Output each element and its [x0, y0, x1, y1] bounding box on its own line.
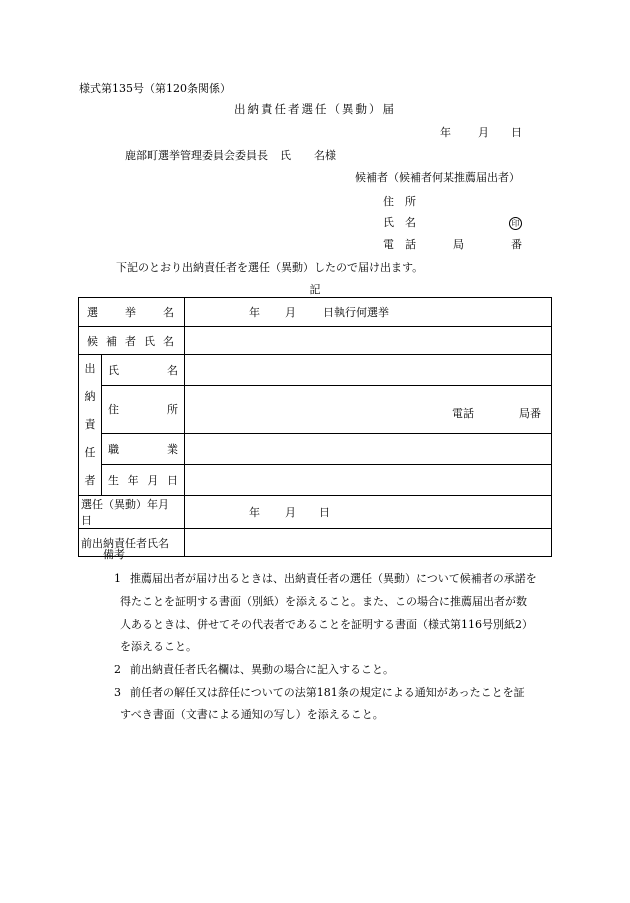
note-3-line-1: [114, 684, 525, 700]
t-birth-2: 年: [127, 473, 139, 487]
note-1-line-4: を添えること。: [120, 640, 197, 653]
cand-label-4: 氏: [144, 334, 155, 348]
notes-label: 備考: [103, 548, 125, 561]
prev-value-cell[interactable]: [185, 529, 552, 557]
address-label-2: 所: [405, 195, 416, 208]
t-name-1: 氏: [108, 364, 119, 378]
appoint-year: 年: [249, 506, 260, 519]
note-1-num: 1: [114, 572, 121, 585]
treasurer-vertical-label: [79, 355, 102, 496]
treasurer-birth-value-cell[interactable]: [185, 464, 552, 495]
name-label-1: 氏: [383, 216, 394, 229]
treasurer-job-value-cell[interactable]: [185, 433, 552, 464]
address-label-1: 住: [383, 195, 394, 208]
cand-label-3: 者: [125, 334, 136, 348]
treasurer-address-label-cell: [102, 386, 185, 433]
election-label-3: 名: [163, 306, 174, 319]
treasurer-name-label-cell: [102, 355, 185, 386]
note-3-line-2: すべき書面（文書による通知の写し）を添えること。: [120, 708, 384, 721]
prev-label-cell: [79, 529, 185, 557]
addr-ban: 番: [530, 407, 541, 421]
election-value-cell[interactable]: [185, 298, 552, 327]
form-number: 様式第135号（第120条関係）: [79, 82, 231, 95]
election-month: 月: [285, 306, 296, 319]
candidate-name-value-cell[interactable]: [185, 327, 552, 355]
addr-kyoku: 局: [519, 407, 530, 421]
t-addr-2: 所: [167, 403, 178, 417]
t-name-2: 名: [167, 364, 178, 378]
addressee-shi: 氏: [280, 149, 291, 162]
ki-heading: 記: [309, 283, 321, 296]
note-3-num: 3: [114, 686, 121, 699]
treasurer-job-label-cell: [102, 433, 185, 464]
tel-label-2: 話: [405, 238, 416, 251]
note-1-line-1: [114, 570, 537, 586]
treasurer-char-3: 責: [84, 418, 96, 431]
tel-kyoku: 局: [453, 238, 464, 251]
treasurer-address-value-cell[interactable]: [185, 386, 552, 433]
election-rest: 日執行何選挙: [323, 306, 389, 319]
appoint-day: 日: [319, 506, 330, 519]
treasurer-char-5: 者: [84, 474, 96, 487]
date-line: [440, 124, 522, 140]
cand-label-2: 補: [106, 334, 117, 348]
t-birth-4: 日: [166, 473, 178, 487]
treasurer-char-2: 納: [84, 390, 96, 403]
election-label-1: 選: [87, 306, 98, 319]
tel-ban: 番: [511, 238, 522, 251]
t-birth-3: 月: [147, 473, 159, 487]
t-job-1: 職: [108, 442, 119, 456]
applicant-address: [383, 193, 416, 209]
candidate-label: 候補者（候補者何某推薦届出者）: [355, 171, 520, 184]
cand-label-1: 候: [87, 334, 98, 348]
treasurer-char-1: 出: [84, 362, 96, 375]
addr-tel: 電話: [452, 407, 474, 421]
applicant-name: [383, 214, 522, 230]
appoint-value-cell[interactable]: [185, 496, 552, 529]
note-1-line-3: 人あるときは、併せてその代表者であることを証明する書面（様式第116号別紙2）: [120, 618, 533, 631]
appoint-label: 選任（異動）年月日: [81, 498, 169, 527]
row-treasurer-address: [79, 386, 552, 433]
document-title: 出納責任者選任（異動）届: [234, 102, 396, 116]
row-election: [79, 298, 552, 327]
applicant-tel: [383, 236, 522, 252]
addressee-mei: 名様: [314, 149, 336, 162]
addressee-org: 鹿部町選挙管理委員会委員長: [125, 149, 268, 162]
election-label-cell: [79, 298, 185, 327]
note-1-line-2: 得たことを証明する書面（別紙）を添えること。また、この場合に推薦届出者が数: [120, 595, 527, 608]
date-day: 日: [511, 126, 522, 139]
t-addr-1: 住: [108, 403, 119, 417]
treasurer-name-value-cell[interactable]: [185, 355, 552, 386]
intro-text: 下記のとおり出納責任者を選任（異動）したので届け出ます。: [116, 261, 424, 274]
note-3-text-1: 前任者の解任又は辞任についての法第181条の規定による通知があったことを証: [130, 686, 525, 699]
election-year: 年: [249, 306, 260, 319]
note-2-num: 2: [114, 663, 121, 676]
treasurer-char-4: 任: [84, 446, 96, 459]
row-treasurer-birth: [79, 464, 552, 495]
t-birth-1: 生: [108, 473, 119, 487]
election-label-2: 挙: [125, 306, 136, 319]
note-2-line-1: [114, 661, 394, 677]
prev-label: 前出納責任者氏名: [81, 536, 169, 550]
row-treasurer-job: [79, 433, 552, 464]
treasurer-birth-label-cell: [102, 464, 185, 495]
seal-icon: 印: [509, 217, 522, 230]
row-candidate-name: [79, 327, 552, 355]
cand-label-5: 名: [163, 334, 174, 348]
candidate-name-label-cell: [79, 327, 185, 355]
name-label-2: 名: [405, 216, 416, 229]
addressee: [125, 147, 336, 163]
row-previous-treasurer: [79, 529, 552, 557]
date-month: 月: [478, 126, 489, 139]
tel-label-1: 電: [383, 238, 394, 251]
t-job-2: 業: [167, 442, 178, 456]
row-treasurer-name: [79, 355, 552, 386]
date-year: 年: [440, 126, 451, 139]
appoint-month: 月: [285, 506, 296, 519]
note-1-text-1: 推薦届出者が届け出るときは、出納責任者の選任（異動）について候補者の承諾を: [130, 572, 537, 585]
row-appoint-date: [79, 496, 552, 529]
appoint-label-cell: [79, 496, 185, 529]
note-2-text-1: 前出納責任者氏名欄は、異動の場合に記入すること。: [130, 663, 394, 676]
notification-table: [78, 297, 552, 557]
